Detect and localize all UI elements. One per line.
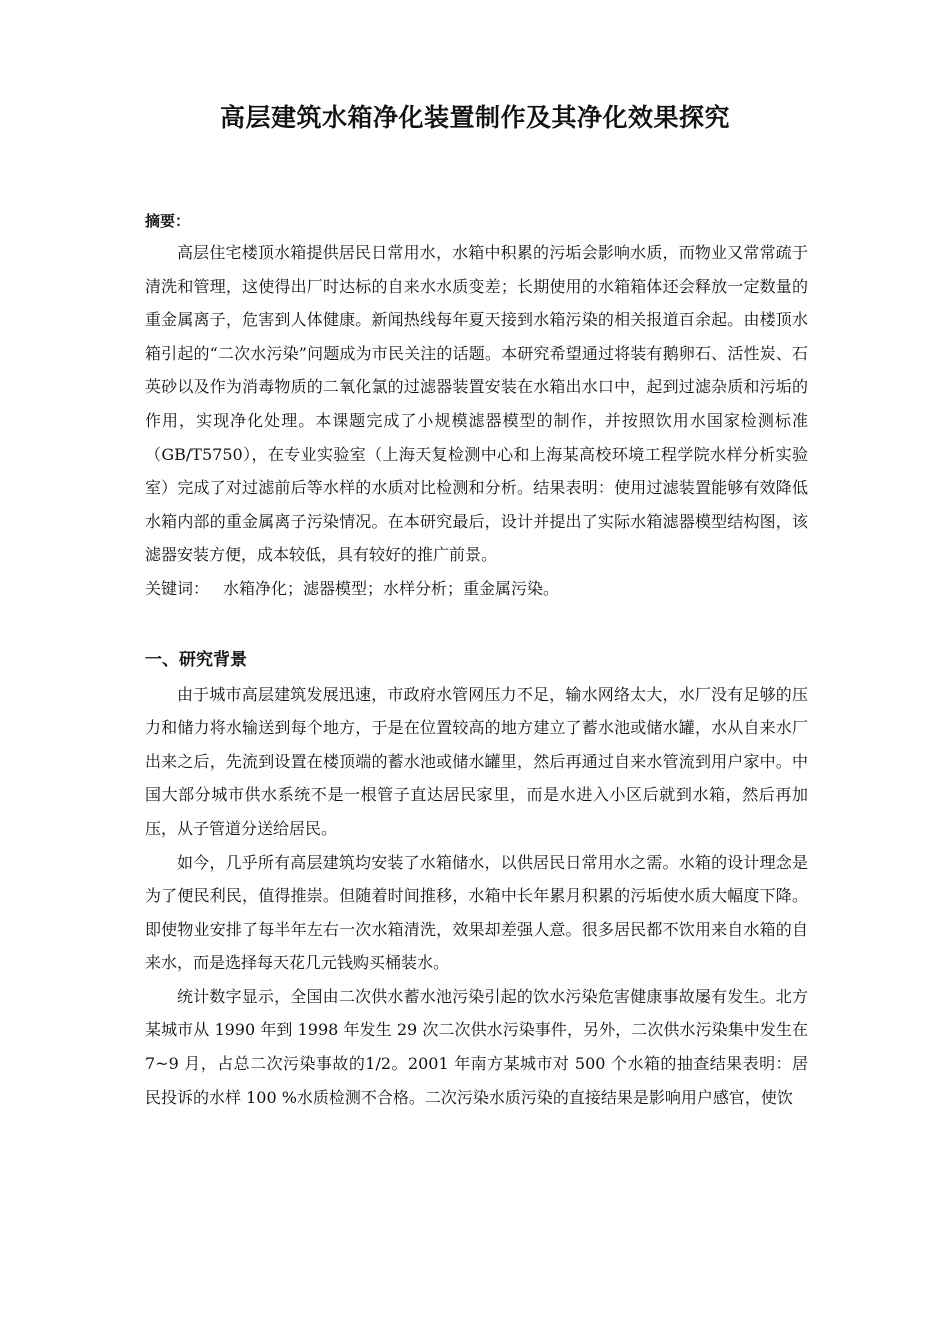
keywords-label: 关键词： xyxy=(145,578,210,598)
section-paragraph: 由于城市高层建筑发展迅速，市政府水管网压力不足，输水网络太大，水厂没有足够的压力和储力将水输送到每个地方，于是在位置较高的地方建立了蓄水池或储水罐，水从自来水厂出来之后，先流到设置在楼顶端的蓄水池或储水罐里，然后再通过自来水管流到用户家中。中国大部分城市供水系统不是一根管子直达居民家里，而是水进入小区后就到水箱，然后再加压，从子管道分送给居民。 xyxy=(145,684,808,838)
abstract-text: 高层住宅楼顶水箱提供居民日常用水，水箱中积累的污垢会影响水质，而物业又常常疏于清洗和管理，这使得出厂时达标的自来水水质变差；长期使用的水箱箱体还会释放一定数量的重金属离子，危害到人体健康。新闻热线每年夏天接到水箱污染的相关报道百余起。由楼顶水箱引起的“二次水污染”问题成为市民关注的话题。本研究希望通过将装有鹅卵石、活性炭、石英砂以及作为消毒物质的二氧化氯的过滤器装置安装在水箱出水口中，起到过滤杂质和污垢的作用，实现净化处理。本课题完成了小规模滤器模型的制作，并按照饮用水国家检测标准（GB/T5750），在专业实验室（上海天复检测中心和上海某高校环境工程学院水样分析实验室）完成了对过滤前后等水样的水质对比检测和分析。结果表明：使用过滤装置能够有效降低水箱内部的重金属离子污染情况。在本研究最后，设计并提出了实际水箱滤器模型结构图，该滤器安装方便，成本较低，具有较好的推广前景。 xyxy=(145,243,808,565)
section-heading: 一、研究背景 xyxy=(145,649,247,670)
document-body xyxy=(145,206,808,1114)
keywords-text: 水箱净化；滤器模型；水样分析；重金属污染。 xyxy=(223,578,560,598)
keywords-line xyxy=(145,572,808,606)
document-title: 高层建筑水箱净化装置制作及其净化效果探究 xyxy=(219,103,730,132)
abstract-label: 摘要： xyxy=(145,212,191,230)
section-paragraph: 如今，几乎所有高层建筑均安装了水箱储水，以供居民日常用水之需。水箱的设计理念是为了便民利民，值得推崇。但随着时间推移，水箱中长年累月积累的污垢使水质大幅度下降。即使物业安排了每半年左右一次水箱清洗，效果却差强人意。很多居民都不饮用来自水箱的自来水，而是选择每天花几元钱购买桶装水。 xyxy=(145,852,808,973)
section-paragraph: 统计数字显示，全国由二次供水蓄水池污染引起的饮水污染危害健康事故屡有发生。北方某城市从 1990 年到 1998 年发生 29 次二次供水污染事件，另外，二次供水污染集中发生在 7~9 月，占总二次污染事故的1/2。2001 年南方某城市对 500 个水箱的抽查结果表明：居民投诉的水样 100 %水质检测不合格。二次污染水质污染的直接结果是影响用户感官，使饮 xyxy=(145,986,808,1107)
